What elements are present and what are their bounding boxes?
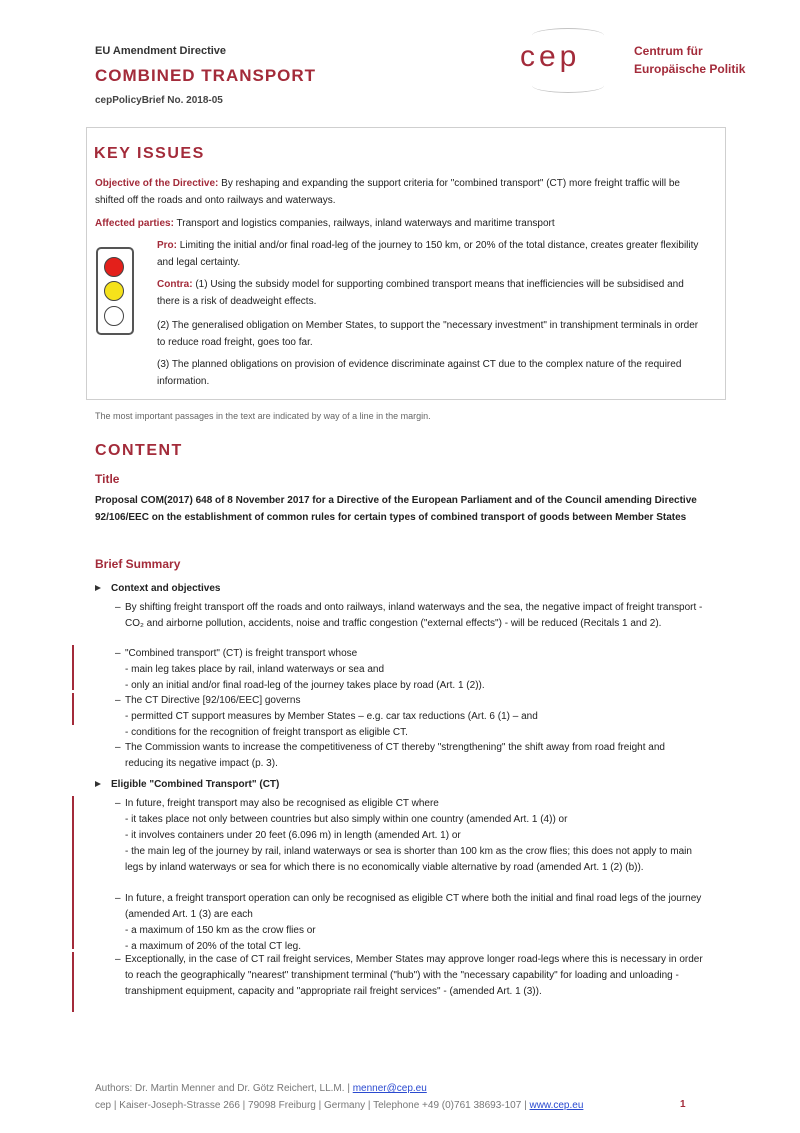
list-item: – By shifting freight transport off the roads and onto railways, inland waterways and the sea, the negative impact of freight transport - CO₂ and airborne pollution, accidents, noise and traffic congestion ("external effects") - will be reduced (Recitals 1 and 2). xyxy=(115,600,705,632)
proposal-title: Proposal COM(2017) 648 of 8 November 2017 for a Directive of the European Parliament and of the Council amending Directive 92/106/EEC on the establishment of common rules for certain types of combined transport of goods between Member States xyxy=(95,495,697,523)
objective-label: Objective of the Directive: xyxy=(95,178,219,189)
address-text: cep | Kaiser-Joseph-Strasse 266 | 79098 Freiburg | Germany | Telephone +49 (0)761 38693-107 | xyxy=(95,1100,527,1111)
sub-item: - it involves containers under 20 feet (6.096 m) in length (amended Art. 1) or xyxy=(125,830,461,841)
margin-line xyxy=(72,952,74,1012)
bullet-label: Eligible "Combined Transport" (CT) xyxy=(111,779,280,790)
logo-mark: cep xyxy=(520,40,581,73)
pro-label: Pro: xyxy=(157,240,177,251)
logo-name-line1: Centrum für xyxy=(634,44,703,58)
contra-label: Contra: xyxy=(157,279,193,290)
sub-item: - only an initial and/or final road-leg of the journey takes place by road (Art. 1 (2)). xyxy=(125,680,485,691)
footer-address xyxy=(95,1100,583,1111)
list-item: – The Commission wants to increase the competitiveness of CT thereby "strengthening" the shift away from road freight and reducing its negative impact (p. 3). xyxy=(115,740,705,772)
affected-paragraph xyxy=(95,215,705,232)
list-item: – The CT Directive [92/106/EEC] governs - permitted CT support measures by Member States – e.g. car tax reductions (Art. 6 (1) – and - conditions for the recognition of freight transport as eligible CT. xyxy=(115,693,705,741)
logo-arc-bottom xyxy=(532,78,604,93)
key-issues-heading: KEY ISSUES xyxy=(94,145,205,162)
bullet-eligible-ct xyxy=(95,779,279,790)
list-item-text: Exceptionally, in the case of CT rail freight services, Member States may approve longer road-legs where this is necessary in order to reach the geographically "nearest" transhipment terminal ("hub") with the "necessary capability" for loading and unloading - transhipment equipment, capacity and "appropriate rail freight services" - (amended Art. 1 (3)). xyxy=(125,954,703,997)
summary-heading: Brief Summary xyxy=(95,557,181,571)
logo-name xyxy=(634,42,745,78)
margin-line xyxy=(72,891,74,949)
cep-logo xyxy=(520,28,770,88)
list-item-text: "Combined transport" (CT) is freight transport whose xyxy=(125,648,358,659)
contra-text-3: (3) The planned obligations on provision of evidence discriminate against CT due to the complex nature of the required information. xyxy=(157,359,682,387)
title-heading: Title xyxy=(95,472,120,486)
sub-item: - permitted CT support measures by Member States – e.g. car tax reductions (Art. 6 (1) – and xyxy=(125,711,538,722)
list-item-text: The CT Directive [92/106/EEC] governs xyxy=(125,695,301,706)
sub-item: - the main leg of the journey by rail, inland waterways or sea is shorter than 100 km as the crow flies; this does not apply to main legs by inland waterways or sea for which there is no economically viable alternative by road (amended Art. 1 (2) (b)). xyxy=(125,846,692,873)
contra-text-1: (1) Using the subsidy model for supporting combined transport means that inefficiencies will be subsidised and there is a risk of deadweight effects. xyxy=(157,279,684,307)
list-item: – In future, a freight transport operation can only be recognised as eligible CT where both the initial and final road legs of the journey (amended Art. 1 (3) are each - a maximum of 150 km as the crow flies or - a maximum of 20% of the total CT leg. xyxy=(115,891,705,955)
sub-item: - a maximum of 150 km as the crow flies or xyxy=(125,925,316,936)
bullet-context xyxy=(95,583,220,594)
footer-authors xyxy=(95,1083,427,1094)
objective-text: By reshaping and expanding the support criteria for "combined transport" (CT) more freight traffic will be shifted off the roads and onto railways and waterways. xyxy=(95,178,680,206)
contra-text-2: (2) The generalised obligation on Member States, to support the "necessary investment" in transhipment terminals in order to reduce road freight, goes too far. xyxy=(157,320,699,348)
brief-number: cepPolicyBrief No. 2018-05 xyxy=(95,95,223,106)
traffic-light-icon xyxy=(96,247,134,335)
page-number: 1 xyxy=(680,1099,686,1110)
sub-item: - a maximum of 20% of the total CT leg. xyxy=(125,941,302,952)
authors-text: Authors: Dr. Martin Menner and Dr. Götz Reichert, LL.M. | xyxy=(95,1083,350,1094)
margin-note: The most important passages in the text are indicated by way of a line in the margin. xyxy=(95,411,431,421)
triangle-bullet-icon xyxy=(95,781,101,787)
white-light-icon xyxy=(104,306,124,326)
website-link[interactable]: www.cep.eu xyxy=(529,1100,584,1111)
margin-line xyxy=(72,796,74,891)
email-link[interactable]: menner@cep.eu xyxy=(352,1083,427,1094)
yellow-light-icon xyxy=(104,281,124,301)
content-heading: CONTENT xyxy=(95,442,183,459)
pro-text: Limiting the initial and/or final road-leg of the journey to 150 km, or 20% of the total distance, creates greater flexibility and legal certainty. xyxy=(157,240,699,268)
document-title: COMBINED TRANSPORT xyxy=(95,66,317,85)
list-item-text: In future, freight transport may also be recognised as eligible CT where xyxy=(125,798,439,809)
list-item-text: By shifting freight transport off the roads and onto railways, inland waterways and the sea, the negative impact of freight transport - CO₂ and airborne pollution, accidents, noise and traffic congestion ("external effects") - will be reduced (Recitals 1 and 2). xyxy=(125,602,703,629)
directive-label: EU Amendment Directive xyxy=(95,45,227,57)
list-item-text: In future, a freight transport operation can only be recognised as eligible CT where both the initial and final road legs of the journey (amended Art. 1 (3) are each xyxy=(125,893,702,920)
triangle-bullet-icon xyxy=(95,585,101,591)
contra-paragraph xyxy=(157,276,705,310)
sub-item: - it takes place not only between countries but also simply within one country (amended Art. 1 (4)) or xyxy=(125,814,568,825)
list-item: – Exceptionally, in the case of CT rail freight services, Member States may approve longer road-legs where this is necessary in order to reach the geographically "nearest" transhipment terminal ("hub") with the "necessary capability" for loading and unloading - transhipment equipment, capacity and "appropriate rail freight services" - (amended Art. 1 (3)). xyxy=(115,952,705,1000)
affected-text: Transport and logistics companies, railways, inland waterways and maritime transport xyxy=(176,218,555,229)
list-item: – "Combined transport" (CT) is freight transport whose - main leg takes place by rail, inland waterways or sea and - only an initial and/or final road-leg of the journey takes place by road (Art. 1 (2)). xyxy=(115,646,705,694)
logo-name-line2: Europäische Politik xyxy=(634,62,746,76)
list-item-text: The Commission wants to increase the competitiveness of CT thereby "strengthening" the shift away from road freight and reducing its negative impact (p. 3). xyxy=(125,742,665,769)
pro-paragraph xyxy=(157,237,705,271)
list-item: – In future, freight transport may also be recognised as eligible CT where - it takes place not only between countries but also simply within one country (amended Art. 1 (4)) or - it involves containers under 20 feet (6.096 m) in length (amended Art. 1) or - the main leg of the journey by rail, inland waterways or sea is shorter than 100 km as the crow flies; this does not apply to main legs by inland waterways or sea for which there is no economically viable alternative by road (amended Art. 1 (2) (b)). xyxy=(115,796,705,876)
bullet-label: Context and objectives xyxy=(111,583,221,594)
sub-item: - conditions for the recognition of freight transport as eligible CT. xyxy=(125,727,408,738)
margin-line xyxy=(72,645,74,690)
affected-label: Affected parties: xyxy=(95,218,174,229)
red-light-icon xyxy=(104,257,124,277)
objective-paragraph xyxy=(95,175,705,209)
margin-line xyxy=(72,693,74,725)
sub-item: - main leg takes place by rail, inland waterways or sea and xyxy=(125,664,385,675)
